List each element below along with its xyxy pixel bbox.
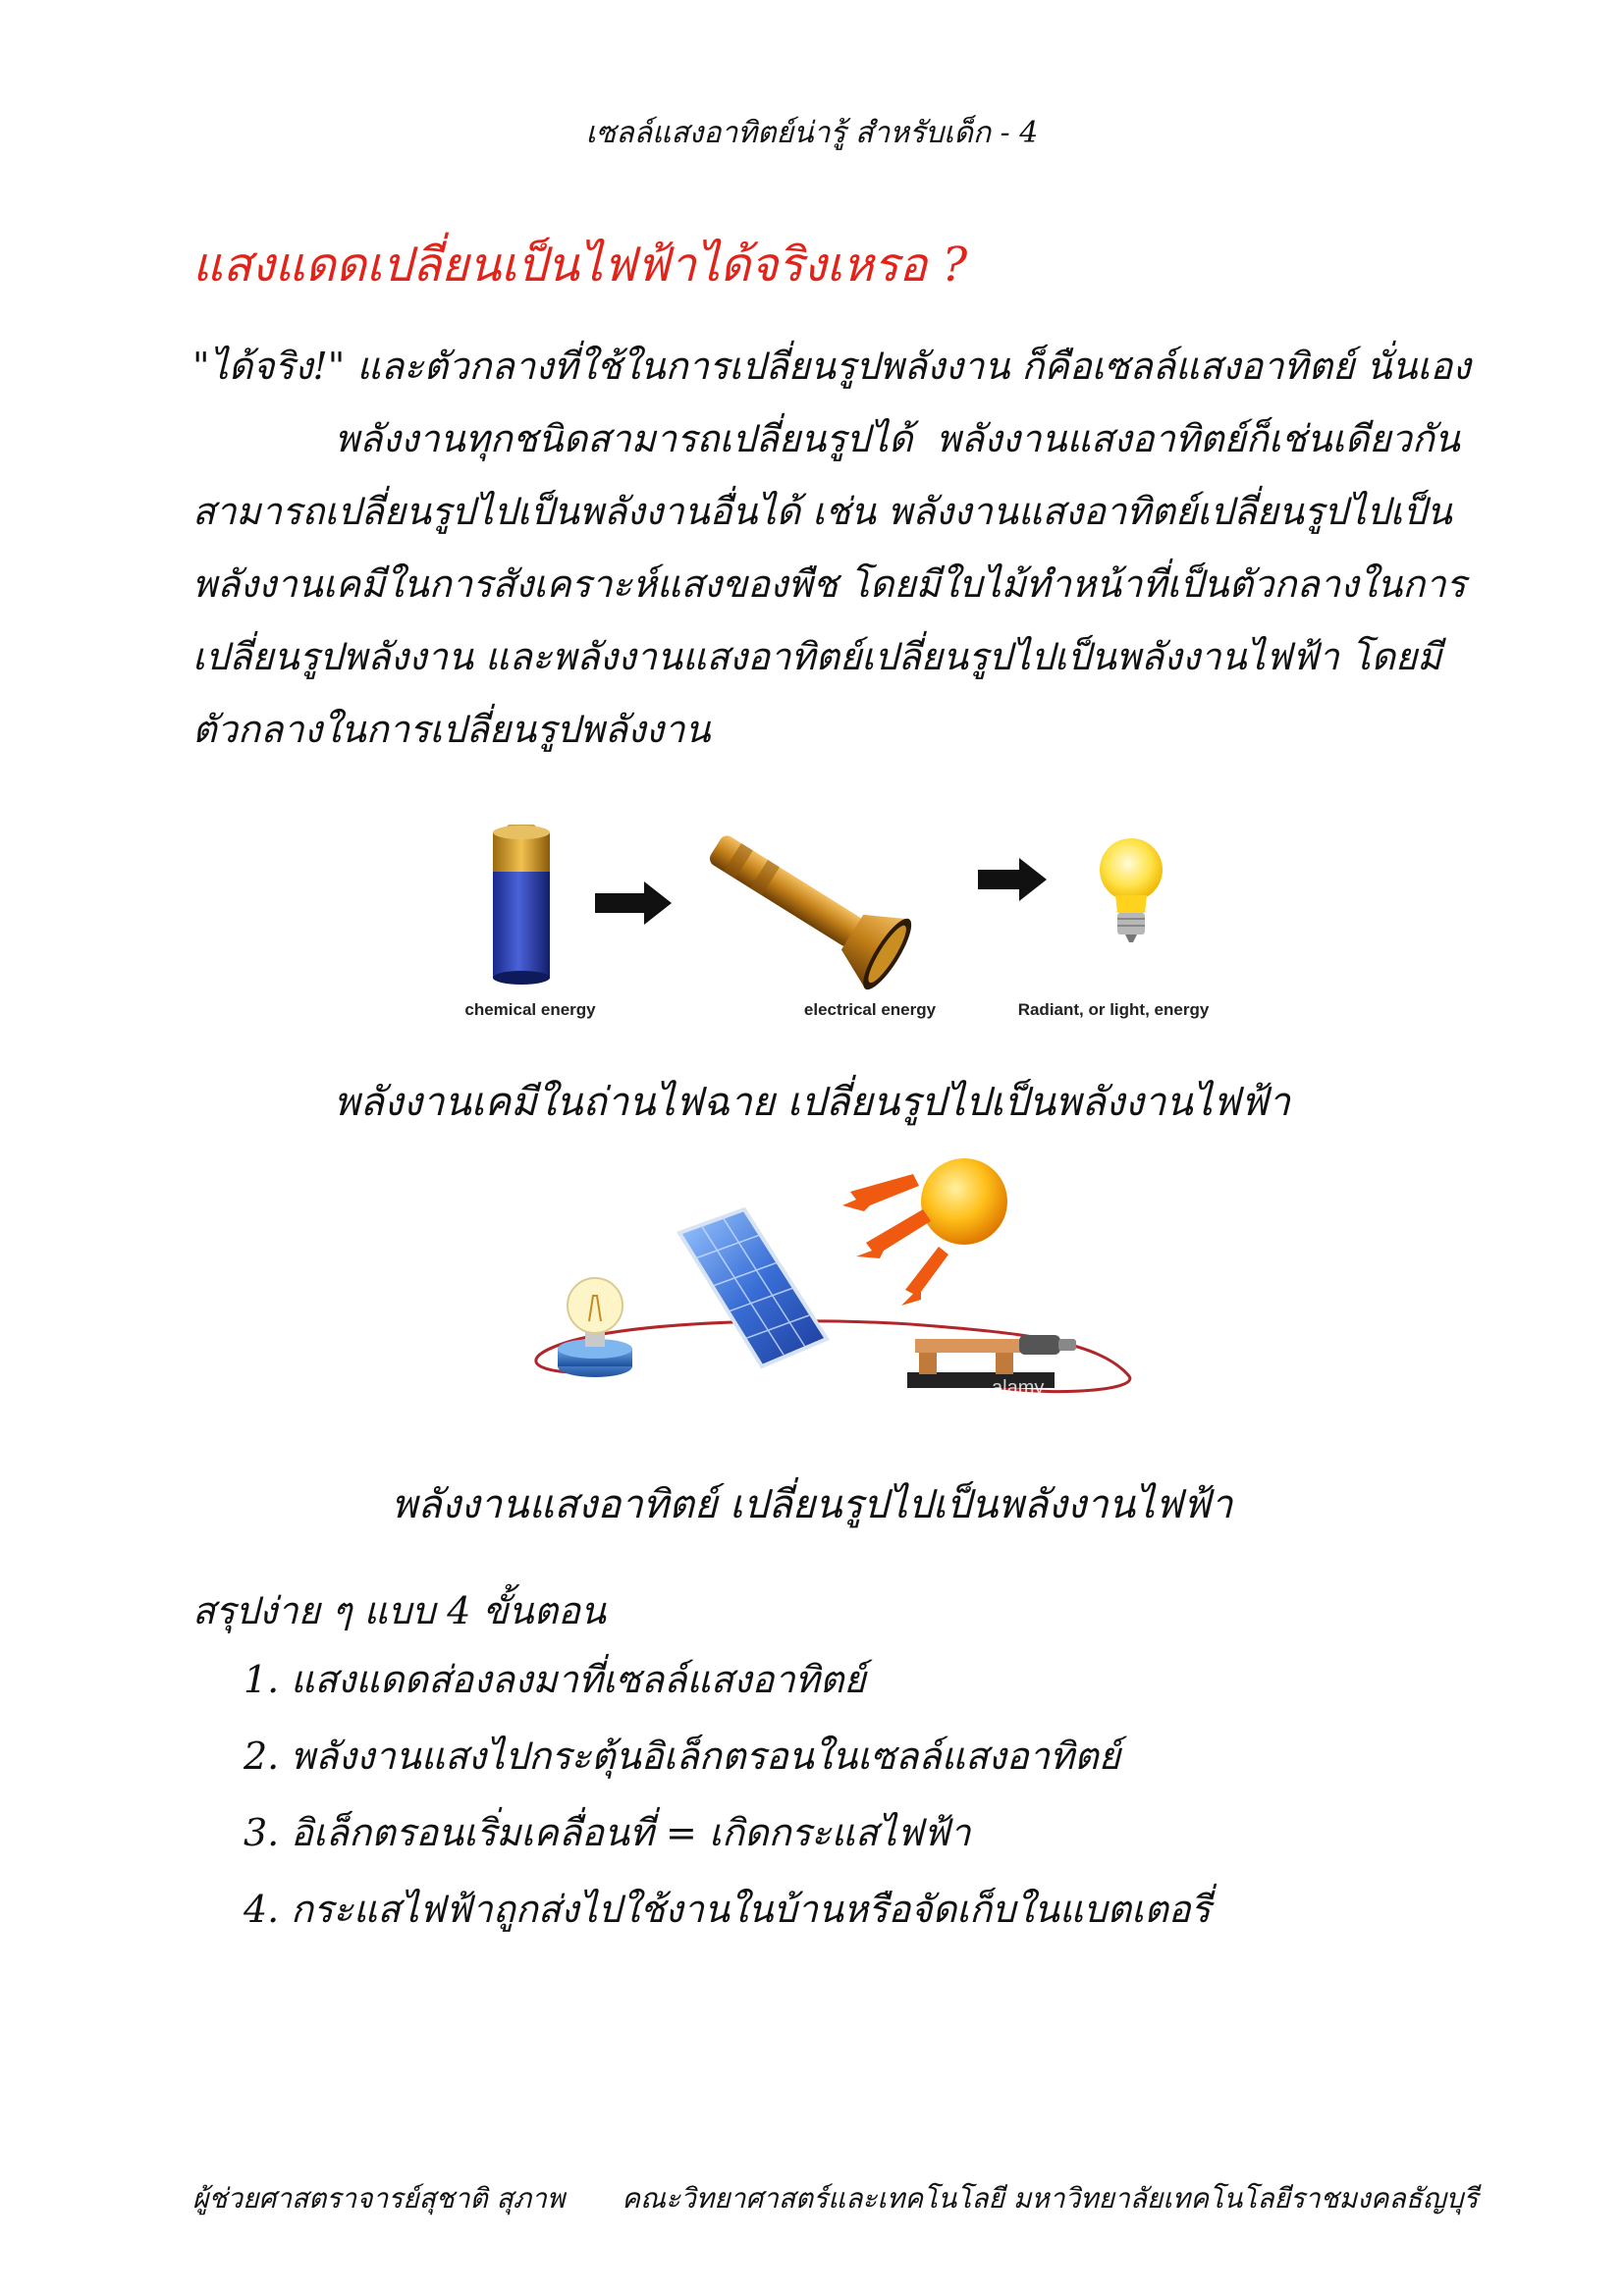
intro-line: "ได้จริง!" และตัวกลางที่ใช้ในการเปลี่ยนรูปพลังงาน ก็คือเซลล์แสงอาทิตย์ นั่นเอง xyxy=(192,345,1471,388)
list-item xyxy=(244,1649,1211,1726)
flashlight-icon xyxy=(694,812,919,995)
body-line: พลังงานทุกชนิดสามารถเปลี่ยนรูปได้ พลังงานแสงอาทิตย์ก็เช่นเดียวกัน xyxy=(192,417,1460,460)
figure-caption: พลังงานแสงอาทิตย์ เปลี่ยนรูปไปเป็นพลังงานไฟฟ้า xyxy=(391,1482,1233,1527)
body-line: เปลี่ยนรูปพลังงาน และพลังงานแสงอาทิตย์เปลี่ยนรูปไปเป็นพลังงานไฟฟ้า โดยมี xyxy=(192,635,1442,678)
radiant-energy-label: Radiant, or light, energy xyxy=(1017,1000,1210,1019)
list-item xyxy=(244,1726,1211,1802)
energy-chain-figure xyxy=(458,811,1223,1027)
watermark: alamy xyxy=(992,1377,1045,1399)
sun-icon xyxy=(921,1158,1007,1245)
footer-author: ผู้ช่วยศาสตราจารย์สุชาติ สุภาพ xyxy=(192,2182,566,2215)
step-number: 1. xyxy=(244,1658,280,1701)
steps-list xyxy=(244,1649,1211,1955)
arrow-right-icon xyxy=(978,858,1047,901)
solar-panel-icon xyxy=(679,1209,827,1366)
light-bulb-icon xyxy=(1100,838,1163,942)
body-line: พลังงานเคมีในการสังเคราะห์แสงของพืช โดยมีใบไม้ทำหน้าที่เป็นตัวกลางในการ xyxy=(192,562,1466,606)
body-line: สามารถเปลี่ยนรูปไปเป็นพลังงานอื่นได้ เช่น พลังงานแสงอาทิตย์เปลี่ยนรูปไปเป็น xyxy=(192,490,1452,533)
step-text: อิเล็กตรอนเริ่มเคลื่อนที่ = เกิดกระแสไฟฟ้า xyxy=(291,1811,971,1854)
footer-affiliation: คณะวิทยาศาสตร์และเทคโนโลยี มหาวิทยาลัยเทคโนโลยีราชมงคลธัญบุรี xyxy=(622,2182,1479,2215)
step-text: พลังงานแสงไปกระตุ้นอิเล็กตรอนในเซลล์แสงอาทิตย์ xyxy=(291,1735,1120,1778)
list-item xyxy=(244,1879,1211,1955)
page-footer xyxy=(192,2177,1479,2220)
page-header: เซลล์แสงอาทิตย์น่ารู้ สำหรับเด็ก - 4 xyxy=(585,116,1039,150)
figure-caption: พลังงานเคมีในถ่านไฟฉาย เปลี่ยนรูปไปเป็นพลังงานไฟฟ้า xyxy=(334,1080,1290,1125)
step-number: 4. xyxy=(244,1888,280,1931)
body-text xyxy=(192,330,1469,766)
electrical-energy-label: electrical energy xyxy=(803,1000,937,1019)
list-item xyxy=(244,1802,1211,1879)
body-line: ตัวกลางในการเปลี่ยนรูปพลังงาน xyxy=(192,708,711,751)
solar-circuit-figure xyxy=(511,1148,1159,1443)
battery-icon xyxy=(493,825,550,985)
summary-title: สรุปง่าย ๆ แบบ 4 ขั้นตอน xyxy=(192,1589,606,1632)
light-bulb-icon xyxy=(558,1278,632,1377)
step-number: 3. xyxy=(244,1811,280,1854)
step-text: แสงแดดส่องลงมาที่เซลล์แสงอาทิตย์ xyxy=(291,1658,866,1701)
chemical-energy-label: chemical energy xyxy=(464,1000,596,1019)
step-text: กระแสไฟฟ้าถูกส่งไปใช้งานในบ้านหรือจัดเก็บในแบตเตอรี่ xyxy=(291,1888,1212,1931)
step-number: 2. xyxy=(244,1735,280,1778)
arrow-right-icon xyxy=(595,881,672,925)
page-title: แสงแดดเปลี่ยนเป็นไฟฟ้าได้จริงเหรอ ? xyxy=(192,238,968,293)
